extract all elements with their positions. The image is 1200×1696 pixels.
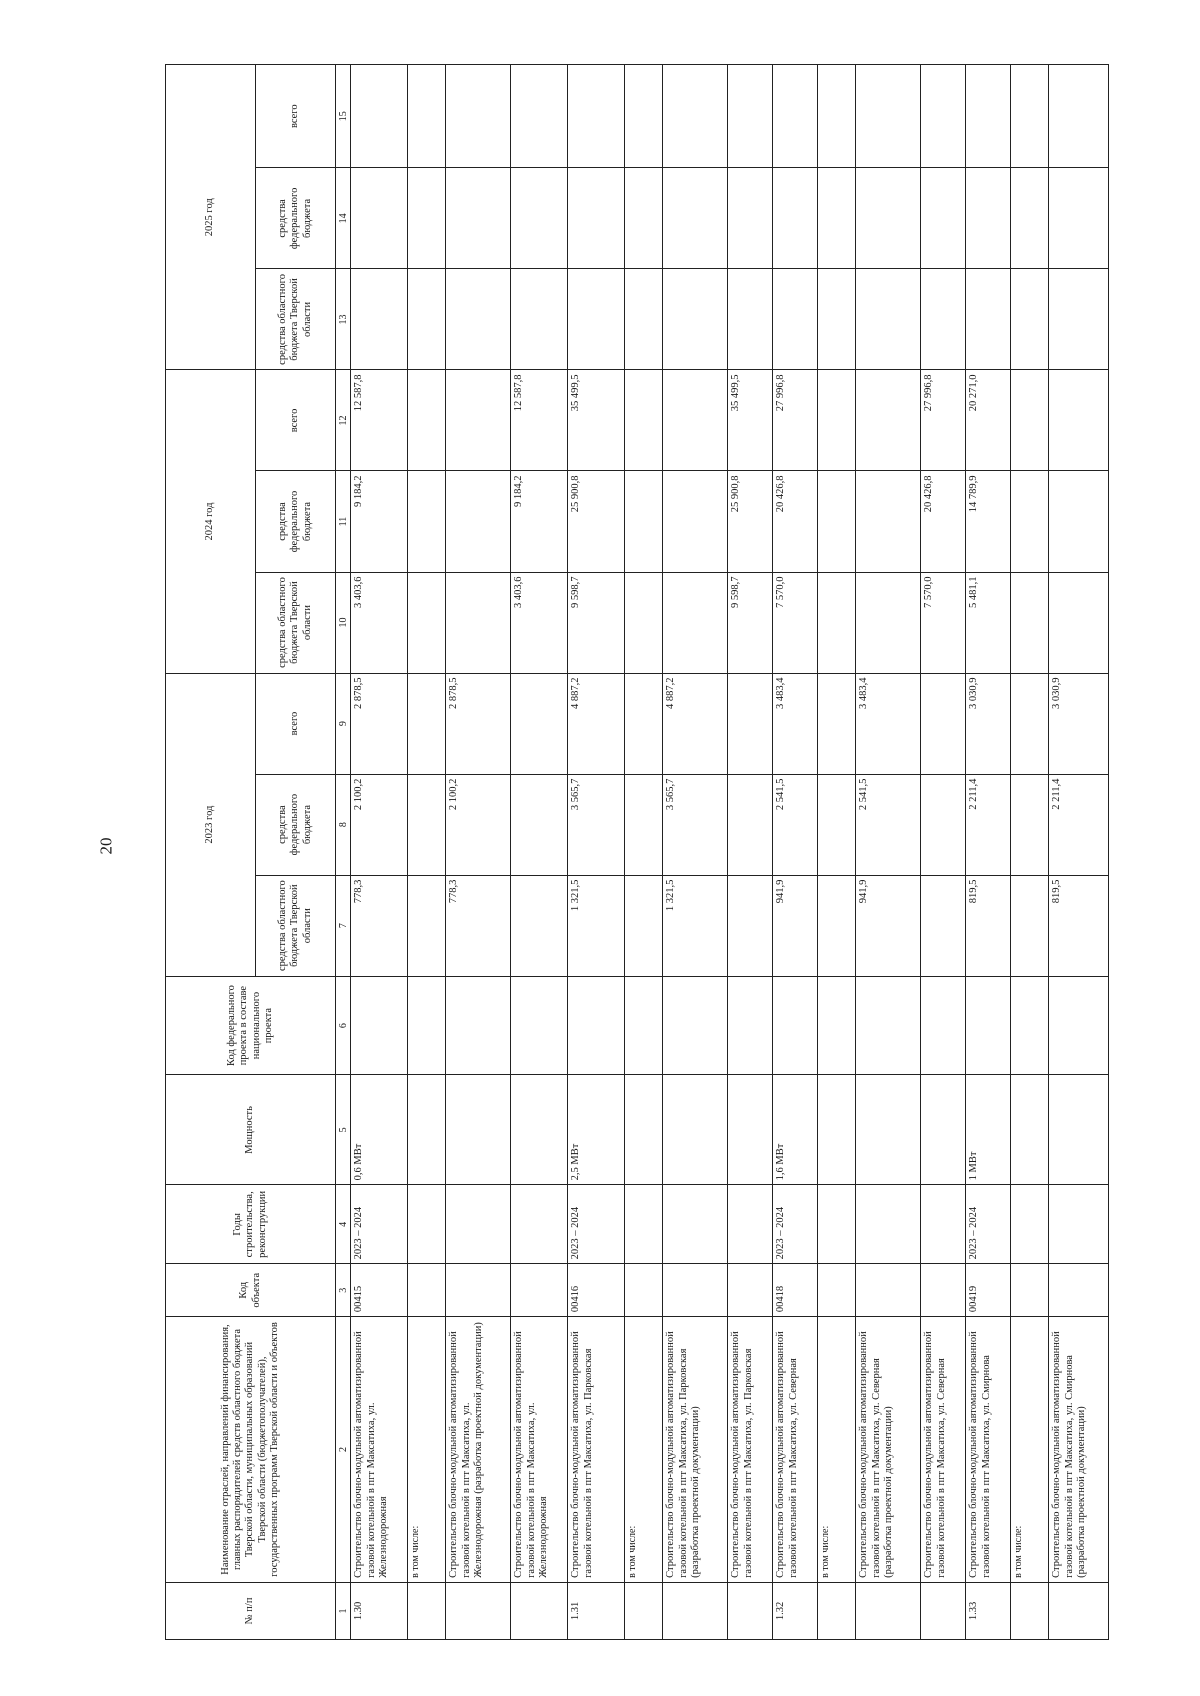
- fed-project-code: [856, 976, 921, 1075]
- object-code: 00416: [568, 1264, 625, 1317]
- value-2025-federal: [818, 168, 856, 269]
- row-name: Строительство блочно-модульной автоматизированной газовой котельной в пгт Максатиха, ул. Парковская: [568, 1317, 625, 1583]
- fed-project-code: [511, 976, 568, 1075]
- value-2023-total: [511, 673, 568, 774]
- object-code: [408, 1264, 446, 1317]
- object-code: [1049, 1264, 1109, 1317]
- value-2023-regional: [1011, 875, 1049, 976]
- row-number: [511, 1582, 568, 1639]
- value-2023-regional: 778,3: [446, 875, 511, 976]
- row-name: в том числе:: [625, 1317, 663, 1583]
- fed-project-code: [773, 976, 818, 1075]
- fed-project-code: [351, 976, 408, 1075]
- fed-project-code: [921, 976, 966, 1075]
- value-2023-total: 3 483,4: [773, 673, 818, 774]
- value-2024-total: 27 996,8: [921, 370, 966, 471]
- table-row: [351, 65, 408, 1640]
- value-2025-total: [1049, 65, 1109, 168]
- power-capacity: [663, 1075, 728, 1185]
- row-number: 1.30: [351, 1582, 408, 1639]
- value-2025-regional: [773, 269, 818, 370]
- table-row: [921, 65, 966, 1640]
- value-2025-total: [568, 65, 625, 168]
- value-2023-total: 2 878,5: [351, 673, 408, 774]
- table-row: [663, 65, 728, 1640]
- value-2024-total: [856, 370, 921, 471]
- value-2025-total: [966, 65, 1011, 168]
- value-2023-total: 4 887,2: [568, 673, 625, 774]
- header-year-2024: 2024 год: [166, 370, 256, 673]
- value-2024-federal: [625, 471, 663, 572]
- value-2025-regional: [728, 269, 773, 370]
- power-capacity: 1,6 МВт: [773, 1075, 818, 1185]
- construction-years: [921, 1185, 966, 1264]
- object-code: [1011, 1264, 1049, 1317]
- value-2025-federal: [663, 168, 728, 269]
- value-2025-total: [856, 65, 921, 168]
- value-2025-total: [351, 65, 408, 168]
- column-number: 4: [336, 1185, 351, 1264]
- row-name: Строительство блочно-модульной автоматизированной газовой котельной в пгт Максатиха, ул. Парковская (разработка проектной документации): [663, 1317, 728, 1583]
- power-capacity: [625, 1075, 663, 1185]
- value-2023-federal: 2 211,4: [966, 774, 1011, 875]
- value-2025-federal: [773, 168, 818, 269]
- column-number: 1: [336, 1582, 351, 1639]
- row-name: в том числе:: [1011, 1317, 1049, 1583]
- value-2024-regional: 7 570,0: [921, 572, 966, 673]
- header-object-code: Код объекта: [166, 1264, 336, 1317]
- value-2024-regional: [625, 572, 663, 673]
- value-2024-total: 27 996,8: [773, 370, 818, 471]
- value-2024-federal: [408, 471, 446, 572]
- value-2024-total: [625, 370, 663, 471]
- object-code: [856, 1264, 921, 1317]
- header-2024-total: всего: [256, 370, 336, 471]
- header-2025-total: всего: [256, 65, 336, 168]
- header-2023-federal: средства федерального бюджета: [256, 774, 336, 875]
- power-capacity: [1011, 1075, 1049, 1185]
- header-2024-federal: средства федерального бюджета: [256, 471, 336, 572]
- value-2023-total: 3 030,9: [1049, 673, 1109, 774]
- column-number: 3: [336, 1264, 351, 1317]
- value-2023-federal: [818, 774, 856, 875]
- column-number: 9: [336, 673, 351, 774]
- value-2025-total: [728, 65, 773, 168]
- value-2023-regional: 1 321,5: [568, 875, 625, 976]
- value-2024-federal: 20 426,8: [921, 471, 966, 572]
- row-number: [408, 1582, 446, 1639]
- value-2023-federal: 2 541,5: [773, 774, 818, 875]
- value-2024-total: [446, 370, 511, 471]
- value-2024-regional: 3 403,6: [511, 572, 568, 673]
- construction-years: [818, 1185, 856, 1264]
- value-2023-regional: 778,3: [351, 875, 408, 976]
- value-2024-federal: [446, 471, 511, 572]
- header-name: Наименование отраслей, направлений финансирования, главных распорядителей средств областного бюджета Тверской области, муниципальных образований Тверской области (бюджетополучателей), государственных программ Тверской области и объектов: [166, 1317, 336, 1583]
- value-2024-regional: [446, 572, 511, 673]
- value-2025-federal: [511, 168, 568, 269]
- value-2023-total: 3 030,9: [966, 673, 1011, 774]
- value-2023-federal: [728, 774, 773, 875]
- value-2024-federal: [1011, 471, 1049, 572]
- table-row: [773, 65, 818, 1640]
- column-number: 2: [336, 1317, 351, 1583]
- row-name: Строительство блочно-модульной автоматизированной газовой котельной в пгт Максатиха, ул. Железнодорожная: [351, 1317, 408, 1583]
- object-code: [446, 1264, 511, 1317]
- value-2024-federal: [1049, 471, 1109, 572]
- value-2023-federal: [1011, 774, 1049, 875]
- value-2025-federal: [446, 168, 511, 269]
- power-capacity: [818, 1075, 856, 1185]
- table-row: [818, 65, 856, 1640]
- value-2023-regional: 819,5: [1049, 875, 1109, 976]
- value-2025-total: [818, 65, 856, 168]
- table-row: [511, 65, 568, 1640]
- value-2024-total: 35 499,5: [568, 370, 625, 471]
- value-2025-regional: [351, 269, 408, 370]
- value-2025-federal: [1049, 168, 1109, 269]
- row-number: [1049, 1582, 1109, 1639]
- object-code: 00418: [773, 1264, 818, 1317]
- power-capacity: [511, 1075, 568, 1185]
- table-row: [966, 65, 1011, 1640]
- value-2025-federal: [921, 168, 966, 269]
- table-row: [625, 65, 663, 1640]
- row-number: [728, 1582, 773, 1639]
- value-2025-federal: [966, 168, 1011, 269]
- value-2025-federal: [408, 168, 446, 269]
- document-page: [165, 64, 1200, 1640]
- column-number: 10: [336, 572, 351, 673]
- construction-years: 2023 – 2024: [773, 1185, 818, 1264]
- header-2025-federal: средства федерального бюджета: [256, 168, 336, 269]
- row-name: Строительство блочно-модульной автоматизированной газовой котельной в пгт Максатиха, ул. Смирнова: [966, 1317, 1011, 1583]
- value-2025-regional: [446, 269, 511, 370]
- value-2025-regional: [966, 269, 1011, 370]
- value-2024-regional: [1049, 572, 1109, 673]
- value-2024-regional: [818, 572, 856, 673]
- investment-table: [165, 64, 1109, 1640]
- construction-years: 2023 – 2024: [568, 1185, 625, 1264]
- value-2023-federal: 2 541,5: [856, 774, 921, 875]
- value-2025-federal: [625, 168, 663, 269]
- power-capacity: 0,6 МВт: [351, 1075, 408, 1185]
- row-number: [1011, 1582, 1049, 1639]
- value-2025-regional: [408, 269, 446, 370]
- row-number: 1.33: [966, 1582, 1011, 1639]
- value-2025-regional: [856, 269, 921, 370]
- column-number: 13: [336, 269, 351, 370]
- value-2024-total: [1011, 370, 1049, 471]
- value-2023-federal: 2 211,4: [1049, 774, 1109, 875]
- value-2024-federal: 25 900,8: [728, 471, 773, 572]
- header-2023-regional: средства областного бюджета Тверской области: [256, 875, 336, 976]
- header-year-2025: 2025 год: [166, 65, 256, 370]
- value-2023-federal: [625, 774, 663, 875]
- value-2025-total: [773, 65, 818, 168]
- value-2025-federal: [1011, 168, 1049, 269]
- column-numbers-row: [336, 65, 351, 1640]
- value-2025-regional: [818, 269, 856, 370]
- table-row: [1049, 65, 1109, 1640]
- fed-project-code: [966, 976, 1011, 1075]
- page-number: 20: [96, 837, 116, 855]
- value-2023-regional: 941,9: [773, 875, 818, 976]
- value-2024-regional: [408, 572, 446, 673]
- fed-project-code: [1049, 976, 1109, 1075]
- value-2024-federal: 20 426,8: [773, 471, 818, 572]
- row-number: 1.31: [568, 1582, 625, 1639]
- value-2023-federal: [921, 774, 966, 875]
- value-2024-total: 35 499,5: [728, 370, 773, 471]
- value-2023-regional: 819,5: [966, 875, 1011, 976]
- construction-years: [728, 1185, 773, 1264]
- table-row: [446, 65, 511, 1640]
- value-2023-total: [1011, 673, 1049, 774]
- object-code: 00415: [351, 1264, 408, 1317]
- row-name: Строительство блочно-модульной автоматизированной газовой котельной в пгт Максатиха, ул. Северная: [921, 1317, 966, 1583]
- row-number: [818, 1582, 856, 1639]
- construction-years: [856, 1185, 921, 1264]
- header-2023-total: всего: [256, 673, 336, 774]
- value-2023-federal: 3 565,7: [663, 774, 728, 875]
- value-2024-federal: 14 789,9: [966, 471, 1011, 572]
- construction-years: [663, 1185, 728, 1264]
- fed-project-code: [568, 976, 625, 1075]
- table-row: [856, 65, 921, 1640]
- value-2023-regional: [511, 875, 568, 976]
- value-2024-total: 12 587,8: [511, 370, 568, 471]
- value-2024-total: [1049, 370, 1109, 471]
- value-2023-total: [625, 673, 663, 774]
- value-2023-regional: 1 321,5: [663, 875, 728, 976]
- fed-project-code: [1011, 976, 1049, 1075]
- row-number: [625, 1582, 663, 1639]
- value-2025-total: [446, 65, 511, 168]
- fed-project-code: [408, 976, 446, 1075]
- row-name: Строительство блочно-модульной автоматизированной газовой котельной в пгт Максатиха, ул. Северная: [773, 1317, 818, 1583]
- row-name: в том числе:: [408, 1317, 446, 1583]
- value-2024-federal: 9 184,2: [511, 471, 568, 572]
- row-number: [856, 1582, 921, 1639]
- value-2025-total: [921, 65, 966, 168]
- value-2024-total: [408, 370, 446, 471]
- value-2024-total: [663, 370, 728, 471]
- row-name: Строительство блочно-модульной автоматизированной газовой котельной в пгт Максатиха, ул. Железнодорожная (разработка проектной документации): [446, 1317, 511, 1583]
- value-2024-federal: 25 900,8: [568, 471, 625, 572]
- fed-project-code: [663, 976, 728, 1075]
- construction-years: [1049, 1185, 1109, 1264]
- value-2024-regional: [856, 572, 921, 673]
- construction-years: [446, 1185, 511, 1264]
- construction-years: [511, 1185, 568, 1264]
- column-number: 14: [336, 168, 351, 269]
- value-2024-regional: 5 481,1: [966, 572, 1011, 673]
- column-number: 12: [336, 370, 351, 471]
- value-2025-federal: [568, 168, 625, 269]
- header-power: Мощность: [166, 1075, 336, 1185]
- power-capacity: [728, 1075, 773, 1185]
- row-name: Строительство блочно-модульной автоматизированной газовой котельной в пгт Максатиха, ул. Северная (разработка проектной документации): [856, 1317, 921, 1583]
- power-capacity: [408, 1075, 446, 1185]
- object-code: [663, 1264, 728, 1317]
- fed-project-code: [446, 976, 511, 1075]
- header-2024-regional: средства областного бюджета Тверской области: [256, 572, 336, 673]
- value-2025-total: [663, 65, 728, 168]
- value-2025-regional: [921, 269, 966, 370]
- header-year-2023: 2023 год: [166, 673, 256, 976]
- value-2024-federal: 9 184,2: [351, 471, 408, 572]
- fed-project-code: [818, 976, 856, 1075]
- power-capacity: [446, 1075, 511, 1185]
- construction-years: [408, 1185, 446, 1264]
- value-2024-federal: [818, 471, 856, 572]
- row-name: Строительство блочно-модульной автоматизированной газовой котельной в пгт Максатиха, ул. Смирнова (разработка проектной документации): [1049, 1317, 1109, 1583]
- value-2025-federal: [351, 168, 408, 269]
- column-number: 11: [336, 471, 351, 572]
- value-2024-regional: 9 598,7: [568, 572, 625, 673]
- value-2023-federal: 3 565,7: [568, 774, 625, 875]
- value-2025-regional: [511, 269, 568, 370]
- construction-years: 2023 – 2024: [966, 1185, 1011, 1264]
- value-2025-regional: [663, 269, 728, 370]
- header-2025-regional: средства областного бюджета Тверской области: [256, 269, 336, 370]
- power-capacity: 2,5 МВт: [568, 1075, 625, 1185]
- column-number: 8: [336, 774, 351, 875]
- object-code: 00419: [966, 1264, 1011, 1317]
- row-name: в том числе:: [818, 1317, 856, 1583]
- value-2023-total: 3 483,4: [856, 673, 921, 774]
- value-2023-total: 4 887,2: [663, 673, 728, 774]
- value-2024-total: 20 271,0: [966, 370, 1011, 471]
- value-2024-regional: 9 598,7: [728, 572, 773, 673]
- value-2023-federal: [408, 774, 446, 875]
- value-2023-regional: [818, 875, 856, 976]
- object-code: [728, 1264, 773, 1317]
- power-capacity: [921, 1075, 966, 1185]
- value-2025-regional: [625, 269, 663, 370]
- column-number: 6: [336, 976, 351, 1075]
- value-2023-total: [408, 673, 446, 774]
- row-number: [663, 1582, 728, 1639]
- table-row: [728, 65, 773, 1640]
- value-2025-regional: [568, 269, 625, 370]
- value-2025-total: [1011, 65, 1049, 168]
- value-2024-regional: [663, 572, 728, 673]
- value-2023-total: [728, 673, 773, 774]
- value-2023-federal: 2 100,2: [351, 774, 408, 875]
- fed-project-code: [625, 976, 663, 1075]
- fed-project-code: [728, 976, 773, 1075]
- row-number: [921, 1582, 966, 1639]
- column-number: 7: [336, 875, 351, 976]
- construction-years: [1011, 1185, 1049, 1264]
- value-2024-federal: [663, 471, 728, 572]
- table-row: [408, 65, 446, 1640]
- value-2025-regional: [1049, 269, 1109, 370]
- value-2024-regional: 3 403,6: [351, 572, 408, 673]
- value-2025-federal: [856, 168, 921, 269]
- object-code: [625, 1264, 663, 1317]
- power-capacity: [856, 1075, 921, 1185]
- object-code: [921, 1264, 966, 1317]
- value-2023-total: 2 878,5: [446, 673, 511, 774]
- value-2025-total: [511, 65, 568, 168]
- row-number: [446, 1582, 511, 1639]
- value-2023-regional: [728, 875, 773, 976]
- column-number: 5: [336, 1075, 351, 1185]
- value-2023-federal: [511, 774, 568, 875]
- value-2025-federal: [728, 168, 773, 269]
- value-2023-regional: 941,9: [856, 875, 921, 976]
- value-2025-regional: [1011, 269, 1049, 370]
- column-number: 15: [336, 65, 351, 168]
- value-2024-total: 12 587,8: [351, 370, 408, 471]
- power-capacity: 1 МВт: [966, 1075, 1011, 1185]
- value-2025-total: [625, 65, 663, 168]
- object-code: [511, 1264, 568, 1317]
- row-number: 1.32: [773, 1582, 818, 1639]
- table-row: [1011, 65, 1049, 1640]
- value-2023-regional: [921, 875, 966, 976]
- value-2024-regional: [1011, 572, 1049, 673]
- value-2024-federal: [856, 471, 921, 572]
- value-2024-total: [818, 370, 856, 471]
- value-2023-total: [921, 673, 966, 774]
- table-row: [568, 65, 625, 1640]
- value-2023-regional: [625, 875, 663, 976]
- construction-years: 2023 – 2024: [351, 1185, 408, 1264]
- header-fed-project-code: Код федерального проекта в составе национального проекта: [166, 976, 336, 1075]
- value-2024-regional: 7 570,0: [773, 572, 818, 673]
- header-years: Годы строительства, реконструкции: [166, 1185, 336, 1264]
- header-no: № п/п: [166, 1582, 336, 1639]
- construction-years: [625, 1185, 663, 1264]
- object-code: [818, 1264, 856, 1317]
- power-capacity: [1049, 1075, 1109, 1185]
- value-2023-federal: 2 100,2: [446, 774, 511, 875]
- value-2023-total: [818, 673, 856, 774]
- row-name: Строительство блочно-модульной автоматизированной газовой котельной в пгт Максатиха, ул. Парковская: [728, 1317, 773, 1583]
- value-2023-regional: [408, 875, 446, 976]
- row-name: Строительство блочно-модульной автоматизированной газовой котельной в пгт Максатиха, ул. Железнодорожная: [511, 1317, 568, 1583]
- value-2025-total: [408, 65, 446, 168]
